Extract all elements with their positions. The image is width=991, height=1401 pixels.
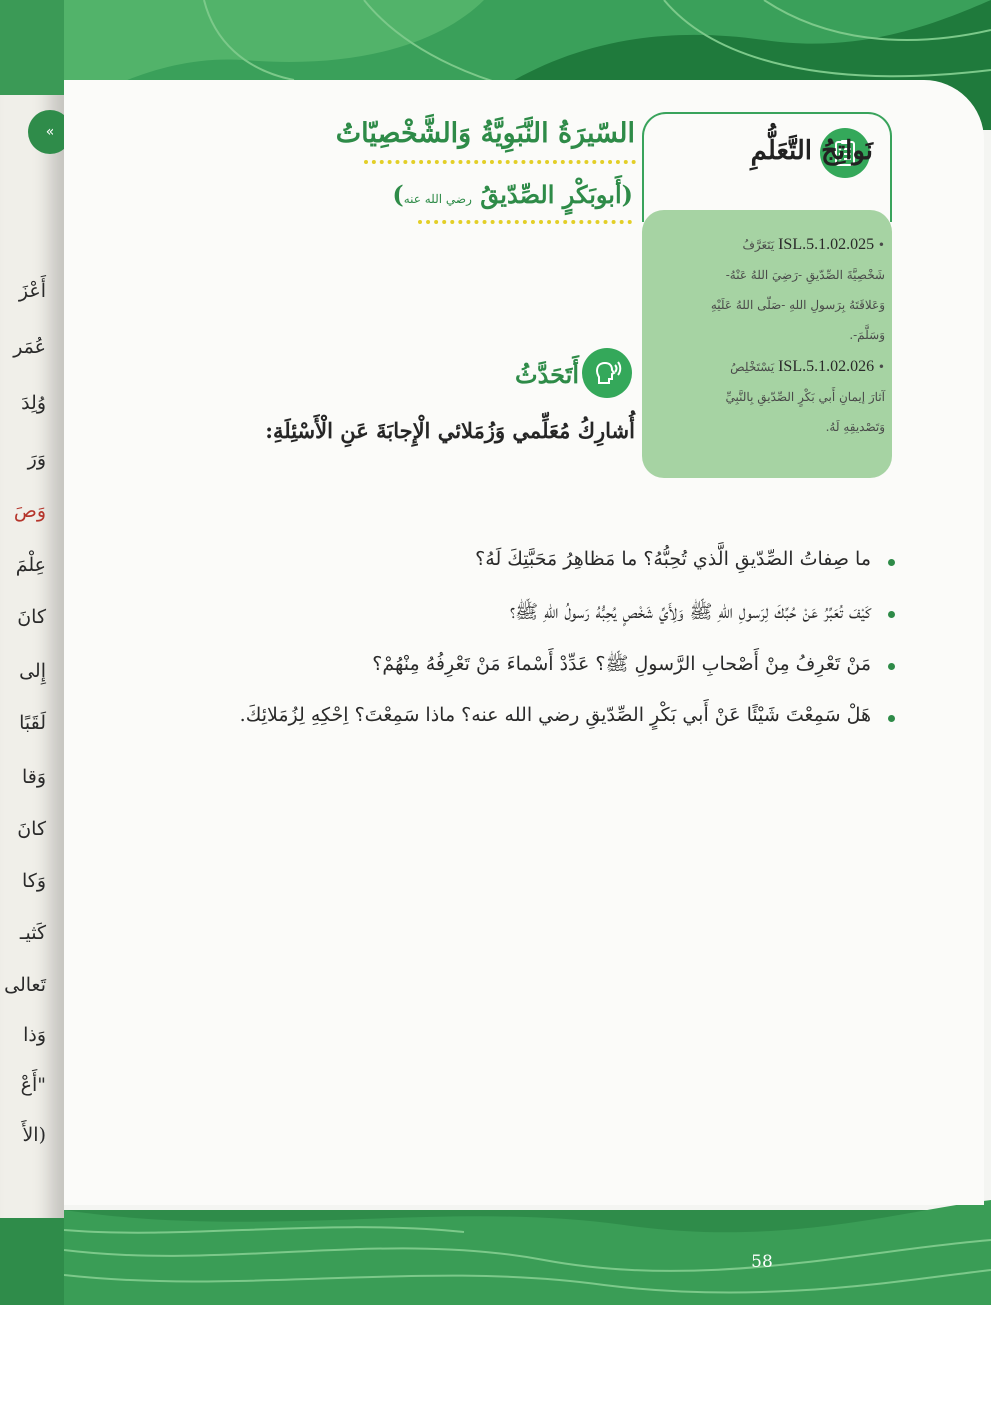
left-page-text-fragment: وَكا: [21, 870, 46, 892]
dotted-divider: [364, 160, 636, 164]
left-page-text-fragment: وَرَ: [27, 448, 46, 470]
left-page: [0, 0, 64, 1305]
left-page-text-fragment: وَصَ: [13, 500, 46, 522]
list-item: [175, 704, 895, 756]
discussion-questions: [175, 548, 895, 756]
left-page-text-fragment: وُلِدَ: [21, 392, 46, 414]
left-page-badge: «: [28, 110, 64, 154]
speak-instruction: أُشارِكُ مُعَلِّمي وَزُمَلائي الْإِجابَةَ عَنِ الْأَسْئِلَةِ:: [265, 418, 635, 443]
left-page-top-band: [0, 0, 64, 95]
outcome-line: وَعَلاقَتَهُ بِرَسولِ اللهِ -صَلّى اللهُ عَلَيْهِ: [710, 298, 885, 312]
learning-outcome-item: • ISL.5.1.02.025 يَتَعَرَّفُ شَخْصِيَّةَ الصِّدّيقِ -رَضِيَ اللهُ عَنْهُ- وَعَلاقَتَهُ بِرَسولِ اللهِ -صَلّى اللهُ عَلَيْهِ وَسَلَّمَ-.: [657, 230, 885, 350]
lesson-title-close: ): [392, 180, 404, 209]
outcome-line: وَتَصْديقِهِ لَهُ.: [825, 420, 885, 434]
speaking-head-icon: [582, 348, 632, 398]
left-page-text-fragment: كانَ: [17, 818, 46, 840]
list-item: [175, 652, 895, 704]
lesson-title-text: (أَبوبَكْرٍ الصِّدّيقُ: [480, 180, 633, 209]
outcome-verb: يَسْتَخْلِصُ: [730, 360, 775, 374]
lesson-title: [392, 180, 633, 209]
left-page-text-fragment: عُمَر: [13, 336, 46, 358]
outcome-verb: يَتَعَرَّفُ: [742, 238, 775, 252]
left-page-text-fragment: إِلى: [19, 660, 46, 682]
learning-outcome-item: • ISL.5.1.02.026 يَسْتَخْلِصُ آثارَ إيمانِ أَبي بَكْرٍ الصِّدّيقِ بِالنَّبِيِّ وَتَصْديقِهِ لَهُ.: [657, 352, 885, 442]
left-page-text-fragment: كَثيـ: [19, 922, 46, 944]
honorific-mark: رضي الله عنه: [403, 192, 472, 206]
question-text: ما صِفاتُ الصِّدّيقِ الَّذي تُحِبُّهُ؟ ما مَظاهِرُ مَحَبَّتِكَ لَهُ؟: [475, 548, 871, 570]
left-page-text-fragment: أَعْزَ: [18, 280, 46, 302]
left-page-bottom-band: [0, 1218, 64, 1305]
left-page-text-fragment: وَقا: [21, 766, 46, 788]
left-page-text-fragment: "أَعْ: [20, 1074, 46, 1096]
bullet-icon: [888, 611, 895, 618]
bullet-icon: [888, 715, 895, 722]
dotted-divider: [418, 220, 632, 224]
left-page-text-fragment: كانَ: [17, 606, 46, 628]
speak-section-title: أَتَحَدَّثُ: [514, 360, 579, 389]
page-number: 58: [751, 1252, 773, 1272]
left-page-text-fragment: (الأَ: [22, 1124, 46, 1146]
list-item: [175, 600, 895, 652]
outcome-code: ISL.5.1.02.025: [778, 236, 875, 253]
question-text: كَيْفَ تُعَبِّرُ عَنْ حُبِّكَ لِرَسولِ اللهِ ﷺ وَلِأَيِّ شَخْصٍ يُحِبُّهُ رَسولُ اللهِ ﷺ؟: [509, 601, 871, 623]
left-page-text-fragment: لَقَبًا: [19, 712, 46, 734]
lesson-unit-title: السّيرَةُ النَّبَوِيَّةُ وَالشَّخْصِيّاتُ: [335, 118, 635, 149]
question-text: مَنْ تَعْرِفُ مِنْ أَصْحابِ الرَّسولِ ﷺ؟ عَدِّدْ أَسْماءَ مَنْ تَعْرِفُهُ مِنْهُمْ؟: [372, 653, 871, 675]
list-item: [175, 548, 895, 600]
learning-outcomes-title: نَواتِجُ التَّعَلُّمِ: [750, 136, 873, 166]
bullet-icon: [888, 663, 895, 670]
outcome-code: ISL.5.1.02.026: [778, 358, 875, 375]
left-page-text-fragment: وَذا: [23, 1024, 46, 1046]
bullet-icon: [888, 559, 895, 566]
outcome-line: وَسَلَّمَ-.: [849, 328, 885, 342]
outcome-line: شَخْصِيَّةَ الصِّدّيقِ -رَضِيَ اللهُ عَنْهُ-: [725, 268, 885, 282]
outcome-line: آثارَ إيمانِ أَبي بَكْرٍ الصِّدّيقِ بِالنَّبِيِّ: [725, 390, 885, 404]
left-page-text-fragment: تَعالى: [4, 974, 46, 996]
question-text: هَلْ سَمِعْتَ شَيْئًا عَنْ أَبي بَكْرٍ الصِّدّيقِ رضي الله عنه؟ ماذا سَمِعْتَ؟ اِحْكِهِ لِزُمَلائِكَ.: [239, 704, 871, 726]
left-page-text-fragment: عِلْمَ: [15, 554, 46, 576]
